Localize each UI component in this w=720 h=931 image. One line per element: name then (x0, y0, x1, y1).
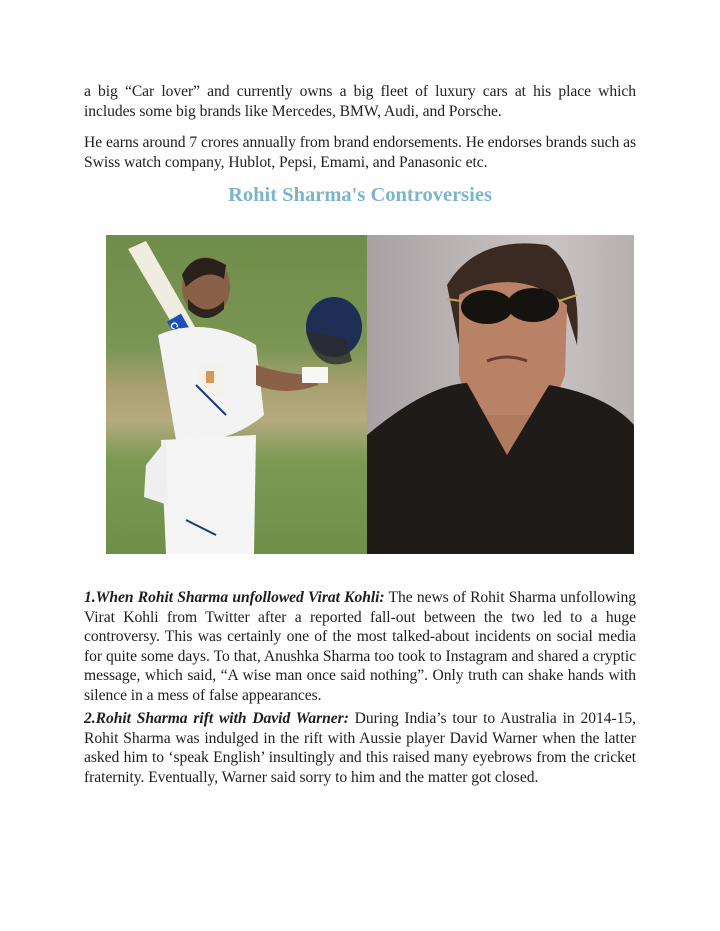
cricketer-illustration (106, 235, 367, 554)
controversy-item-1 (84, 588, 636, 706)
controversy-paragraph (84, 709, 636, 787)
controversy-title: 2.Rohit Sharma rift with David Warner: (84, 710, 349, 727)
controversy-body: During India’s tour to Australia in 2014-15, Rohit Sharma was indulged in the rift with Aussie player David Warner when the latter asked him to ‘speak English’ insultingly and this raised many eyebrows from the cricket fraternity. Eventually, Warner said sorry to him and the matter got closed. (84, 710, 636, 786)
section-heading: Rohit Sharma's Controversies (228, 184, 492, 206)
controversy-item-2 (84, 709, 636, 787)
controversy-body: The news of Rohit Sharma unfollowing Virat Kohli from Twitter after a reported fall-out between the two led to a huge controversy. This was certainly one of the most talked-about incidents on social media for quite some days. To that, Anushka Sharma too took to Instagram and shared a cryptic message, which said, “A wise man once said nothing”. Only truth can shake hands with silence in a mess of false appearances. (84, 589, 636, 704)
man-illustration (367, 235, 634, 554)
paragraph-text: a big “Car lover” and currently owns a big fleet of luxury cars at his place which includes some big brands like Mercedes, BMW, Audi, and Porsche. (84, 83, 636, 120)
paragraph-car-lover (84, 82, 636, 121)
controversy-paragraph (84, 588, 636, 706)
photo-collage (106, 235, 634, 554)
paragraph-text: He earns around 7 crores annually from brand endorsements. He endorses brands such as Swiss watch company, Hublot, Pepsi, Emami, and Panasonic etc. (84, 134, 636, 171)
photo-rohit-sharma (106, 235, 367, 554)
photo-man-sunglasses (367, 235, 634, 554)
controversy-title: 1.When Rohit Sharma unfollowed Virat Kohli: (84, 589, 385, 606)
paragraph-endorsements (84, 133, 636, 172)
